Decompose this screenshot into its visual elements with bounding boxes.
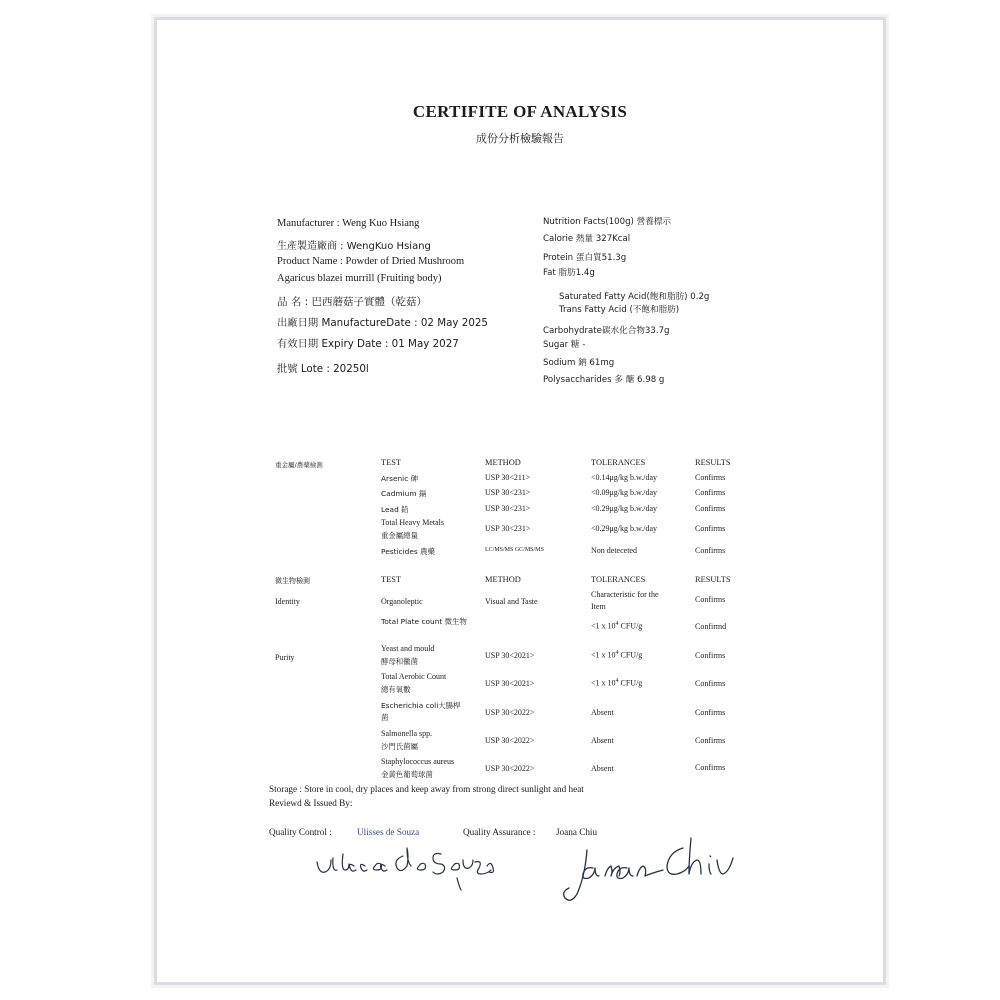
mb-row-method: USP 30<2021> — [485, 679, 535, 688]
hm-row-test: Arsenic 砷 — [381, 474, 419, 483]
mb-row-test-zh: 總有氧數 — [381, 685, 411, 694]
reviewed-issued-by: Reviewd & Issued By: — [269, 798, 353, 808]
hm-header-method: METHOD — [485, 458, 521, 467]
nutrition-sugar: Sugar 糖 - — [543, 340, 586, 350]
manufacturer-en: Manufacturer : Weng Kuo Hsiang — [277, 218, 420, 229]
mb-row-test: Organoleptic — [381, 597, 423, 606]
mb-row-test: Total Plate count 微生物 — [381, 617, 467, 626]
document-title: CERTIFITE OF ANALYSIS — [412, 102, 628, 121]
product-name-zh: 品 名 : 巴西蘑菇子實體（乾菇） — [277, 296, 428, 308]
mb-row-tolerance-line2: Item — [591, 602, 606, 611]
mb-row-result: Confirms — [695, 763, 726, 772]
hm-row-test-zh: 重金屬總量 — [381, 531, 418, 540]
mb-row-method: USP 30<2021> — [485, 651, 535, 660]
mb-row-test-zh: 菌 — [381, 713, 389, 722]
mb-row-result: Confirms — [695, 595, 726, 604]
lot-number: 批號 Lote : 20250l — [277, 363, 369, 375]
microbial-section-label: 微生物檢測 — [275, 577, 310, 585]
hm-row-tolerance: Non deteceted — [591, 546, 637, 555]
mb-row-test: Total Aerobic Count — [381, 672, 447, 681]
purity-label: Purity — [275, 653, 295, 662]
mb-row-tolerance: <1 x $10^4$ CFU/g — [591, 650, 643, 660]
qa-signature — [564, 838, 733, 900]
hm-row-result: Confirms — [695, 546, 726, 555]
nutrition-header: Nutrition Facts(100g) 營養標示 — [543, 217, 672, 227]
hm-row-tolerance: <0.29μg/kg b.w./day — [591, 524, 658, 533]
storage-note: Storage : Store in cool, dry places and keep away from strong direct sunlight and heat — [269, 784, 584, 794]
mb-row-tolerance: Absent — [591, 736, 614, 745]
hm-row-method: USP 30<231> — [485, 504, 531, 513]
hm-row-method: USP 30<211> — [485, 473, 531, 482]
hm-row-result: Confirms — [695, 524, 726, 533]
hm-row-test: Cadmium 鎘 — [381, 489, 427, 498]
hm-header-results: RESULTS — [695, 458, 731, 467]
nutrition-saturated: Saturated Fatty Acid(飽和脂肪) 0.2g — [559, 292, 710, 302]
heavy-metals-section-label: 重金屬/農藥檢測 — [275, 461, 323, 469]
hm-row-result: Confirms — [695, 504, 726, 513]
nutrition-polysaccharides: Polysaccharides 多 醣 6.98 g — [543, 375, 665, 385]
hm-row-tolerance: <0.09μg/kg b.w./day — [591, 488, 658, 497]
mb-row-result: Confirms — [695, 708, 726, 717]
hm-header-tolerances: TOLERANCES — [591, 458, 646, 467]
mb-row-tolerance: Absent — [591, 764, 614, 773]
mb-row-test-zh: 酵母和黴菌 — [381, 657, 418, 666]
hm-row-result: Confirms — [695, 488, 726, 497]
hm-row-test: Lead 鉛 — [381, 505, 409, 514]
mb-row-tolerance: Characteristic for the — [591, 590, 659, 599]
hm-row-method: LC/MS/MS GC/MS/MS — [485, 547, 544, 553]
expiry-date: 有效日期 Expiry Date : 01 May 2027 — [277, 338, 459, 350]
qa-label: Quality Assurance : — [463, 827, 536, 837]
nutrition-trans: Trans Fatty Acid (不飽和脂肪) — [559, 305, 680, 315]
mb-row-tolerance: <1 x $10^4$ CFU/g — [591, 678, 643, 688]
mb-row-method: USP 30<2022> — [485, 764, 535, 773]
mb-row-tolerance: Absent — [591, 708, 614, 717]
nutrition-sodium: Sodium 鈉 61mg — [543, 358, 615, 368]
manufacture-date: 出廠日期 ManufactureDate : 02 May 2025 — [277, 317, 488, 329]
qa-name: Joana Chiu — [556, 827, 598, 837]
mb-row-method: USP 30<2022> — [485, 736, 535, 745]
mb-row-method: USP 30<2022> — [485, 708, 535, 717]
qc-label: Quality Control : — [269, 827, 332, 837]
mb-row-test: Escherichia coli大腸桿 — [381, 701, 461, 710]
identity-label: Identity — [275, 597, 300, 606]
mb-row-test: Salmonella spp. — [381, 729, 433, 738]
hm-row-tolerance: <0.29μg/kg b.w./day — [591, 504, 658, 513]
mb-row-test: Staphylococcus aureus — [381, 757, 455, 766]
hm-row-tolerance: <0.14μg/kg b.w./day — [591, 473, 658, 482]
nutrition-fat: Fat 脂肪1.4g — [543, 268, 595, 278]
hm-header-test: TEST — [381, 458, 402, 467]
certificate-sheet — [157, 20, 883, 982]
qc-name: Ulisses de Souza — [357, 827, 420, 837]
hm-row-test: Total Heavy Metals — [381, 518, 444, 527]
nutrition-protein: Protein 蛋白質51.3g — [543, 253, 627, 263]
mb-header-tolerances: TOLERANCES — [591, 575, 646, 584]
mb-row-test-zh: 金黃色葡萄球菌 — [381, 770, 433, 779]
qc-signature — [317, 848, 494, 890]
nutrition-carbohydrate: Carbohydrate碳水化合物33.7g — [543, 326, 670, 336]
mb-row-tolerance: <1 x $10^4$ CFU/g — [591, 621, 643, 631]
mb-row-result: Confirms — [695, 679, 726, 688]
hm-row-result: Confirms — [695, 473, 726, 482]
mb-row-test: Yeast and mould — [381, 644, 435, 653]
signatures — [157, 20, 883, 982]
document-subtitle: 成份分析檢驗報告 — [476, 132, 564, 145]
hm-row-test: Pesticides 農藥 — [381, 547, 435, 556]
product-name-line2: Agaricus blazei murrill (Fruiting body) — [277, 273, 442, 284]
product-name-line1: Product Name : Powder of Dried Mushroom — [277, 256, 465, 267]
mb-header-method: METHOD — [485, 575, 521, 584]
mb-row-method: Visual and Taste — [485, 597, 538, 606]
mb-header-results: RESULTS — [695, 575, 731, 584]
mb-row-result: Confirms — [695, 651, 726, 660]
nutrition-calorie: Calorie 熱量 327Kcal — [543, 234, 631, 244]
mb-row-test-zh: 沙門氏菌屬 — [381, 742, 418, 751]
manufacturer-zh: 生產製造廠商 : WengKuo Hsiang — [277, 241, 431, 252]
hm-row-method: USP 30<231> — [485, 488, 531, 497]
hm-row-method: USP 30<231> — [485, 524, 531, 533]
mb-row-result: Confirms — [695, 736, 726, 745]
mb-row-result: Confirmd — [695, 622, 727, 631]
mb-header-test: TEST — [381, 575, 402, 584]
